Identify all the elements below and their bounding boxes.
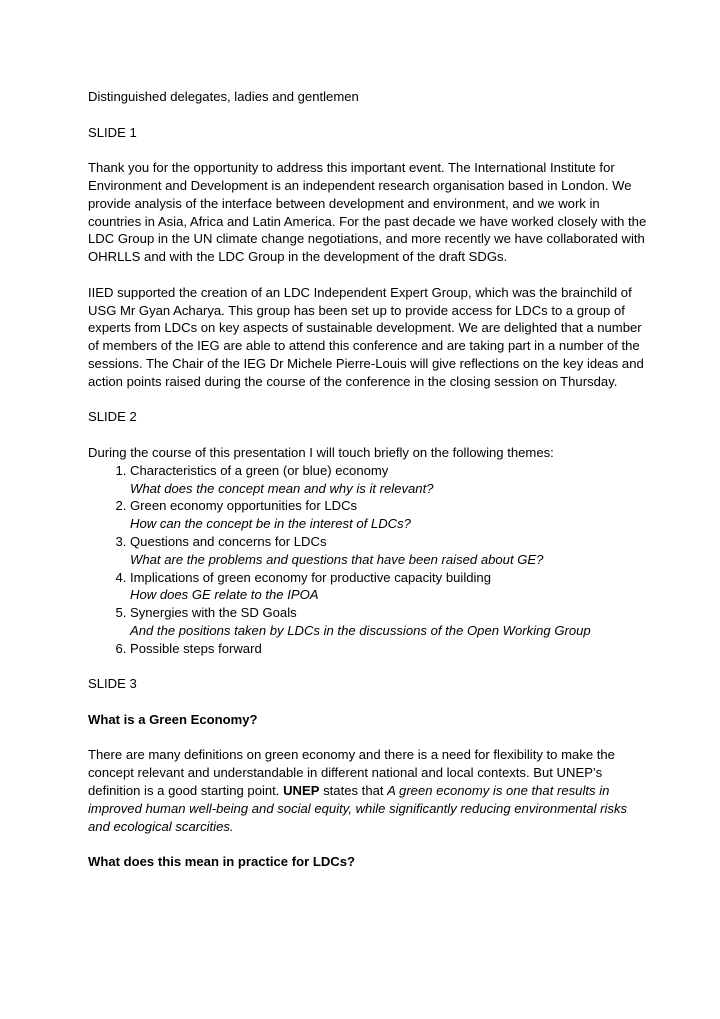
definition-text-a: There are many definitions on green economy and there is a need for flexibility to make the concept relevant and understandable in different national and local contexts. But UNEP’s definition is a good starting point. xyxy=(88,747,615,799)
definition-paragraph xyxy=(88,746,650,835)
slide-2-label: SLIDE 2 xyxy=(88,409,137,425)
theme-subtitle: What are the problems and questions that have been raised about GE? xyxy=(130,551,544,567)
definition-text-b: states that xyxy=(319,783,388,799)
theme-item xyxy=(130,604,650,640)
theme-item xyxy=(130,462,650,498)
themes-intro: During the course of this presentation I will touch briefly on the following themes: xyxy=(88,444,554,460)
theme-item xyxy=(130,533,650,569)
section-heading-practice: What does this mean in practice for LDCs? xyxy=(88,854,356,870)
definition-org: UNEP xyxy=(283,783,320,799)
themes-list xyxy=(88,462,650,658)
theme-title: Implications of green economy for productive capacity building xyxy=(130,569,491,585)
theme-item xyxy=(130,569,650,605)
intro-paragraph: Thank you for the opportunity to address this important event. The International Institute for Environment and Development is an independent research organisation based in London. We provide analysis of the interface between development and environment, and we work in countries in Asia, Africa and Latin America. For the past decade we have worked closely with the LDC Group in the UN climate change negotiations, and more recently we have collaborated with OHRLLS and with the LDC Group in the development of the draft SDGs. xyxy=(88,160,647,265)
ieg-paragraph: IIED supported the creation of an LDC Independent Expert Group, which was the brainchild of USG Mr Gyan Acharya. This group has been set up to provide access for LDCs to a group of experts from LDCs on key aspects of sustainable development. We are delighted that a number of members of the IEG are able to attend this conference and are taking part in a number of the sessions. The Chair of the IEG Dr Michele Pierre-Louis will give reflections on the key ideas and action points raised during the course of the conference in the closing session on Thursday. xyxy=(88,284,644,389)
theme-title: Synergies with the SD Goals xyxy=(130,605,297,621)
theme-item xyxy=(130,497,650,533)
section-heading-green-economy: What is a Green Economy? xyxy=(88,711,258,727)
theme-subtitle: What does the concept mean and why is it relevant? xyxy=(130,480,434,496)
theme-subtitle: How does GE relate to the IPOA xyxy=(130,587,319,603)
theme-subtitle: How can the concept be in the interest of LDCs? xyxy=(130,516,411,532)
theme-item xyxy=(130,640,650,658)
theme-title: Questions and concerns for LDCs xyxy=(130,533,327,549)
definition-quote: A green economy is one that results in improved human well-being and social equity, while significantly reducing environmental risks and ecological scarcities. xyxy=(88,783,628,834)
slide-1-label: SLIDE 1 xyxy=(88,124,137,140)
greeting: Distinguished delegates, ladies and gentlemen xyxy=(88,89,359,104)
theme-title: Characteristics of a green (or blue) economy xyxy=(130,462,389,478)
theme-title: Green economy opportunities for LDCs xyxy=(130,498,358,514)
slide-3-label: SLIDE 3 xyxy=(88,676,137,692)
theme-title: Possible steps forward xyxy=(130,640,262,656)
theme-subtitle: And the positions taken by LDCs in the discussions of the Open Working Group xyxy=(130,622,591,638)
